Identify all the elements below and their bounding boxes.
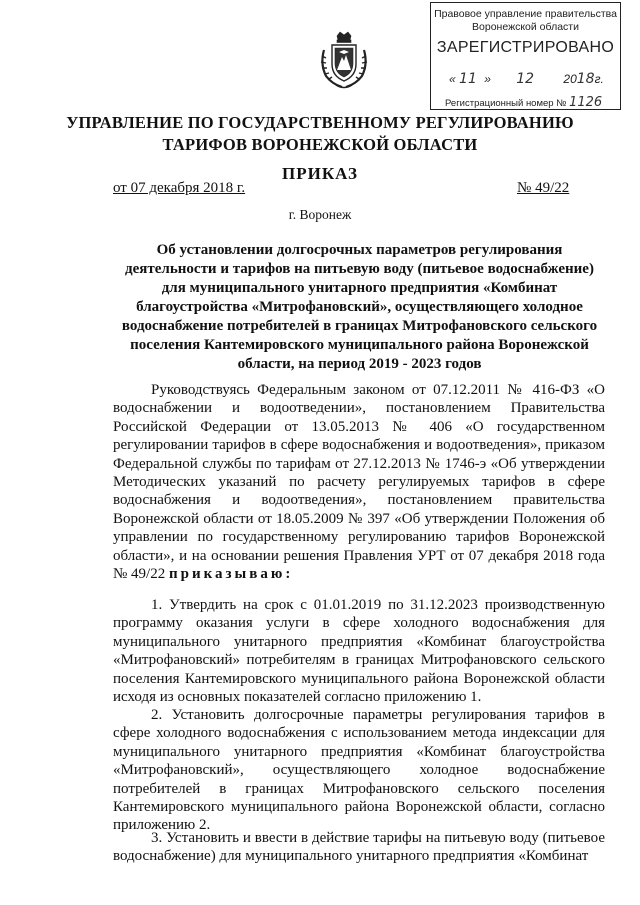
stamp-date: « 11 » 12 2018г. — [449, 71, 604, 87]
stamp-status: ЗАРЕГИСТРИРОВАНО — [436, 39, 615, 56]
order-number: № 49/22 — [517, 180, 570, 196]
preamble-paragraph: Руководствуясь Федеральным законом от 07.12.2011 № 416-ФЗ «О водоснабжении и водоотведении», постановлением Правительства Российской Федерации от 13.05.2013 № 406 «О государственном регулировании тарифов в сфере водоснабжения и водоотведения», приказом Федеральной службы по тарифам от 27.12.2013 № 1746-э «Об утверждении Методических указаний по расчету регулируемых тарифов в сфере водоснабжения и водоотведения», постановлением правительства Воронежской области от 18.05.2009 № 397 «Об утверждении Положения об управлении по государственному регулированию тарифов Воронежской области», и на основании решения Правления УРТ от 07 декабря 2018 года № 49/22 приказываю: — [113, 382, 605, 583]
city: г. Воронеж — [288, 207, 352, 222]
stamp-reg-number: Регистрационный номер № 1126 — [445, 95, 603, 110]
order-word: приказываю: — [168, 566, 294, 583]
item-2-paragraph: 2. Установить долгосрочные параметры регулирования тарифов в сфере холодного водоснабжения с использованием метода индексации для муниципального унитарного предприятия «Комбинат благоустройства «Митрофановский», осуществляющего холодное водоснабжение потребителей в границах Митрофановского сельского поселения Кантемировского муниципального района Воронежской области, согласно приложению 2. — [113, 707, 605, 834]
agency-name: УПРАВЛЕНИЕ ПО ГОСУДАРСТВЕННОМУ РЕГУЛИРОВАНИЮ ТАРИФОВ ВОРОНЕЖСКОЙ ОБЛАСТИ — [66, 113, 574, 154]
document-type: ПРИКАЗ — [282, 164, 358, 183]
order-subject: Об установлении долгосрочных параметров регулирования деятельности и тарифов на питьевую воду (питьевое водоснабжение) для муниципального унитарного предприятия «Комбинат благоустройства «Митрофановский», осуществляющего холодное водоснабжение потребителей в границах Митрофановского сельского поселения Кантемировского муниципального района Воронежской области, на период 2019 - 2023 годов — [121, 242, 598, 372]
order-date: от 07 декабря 2018 г. — [113, 180, 246, 196]
item-3-paragraph: 3. Установить и ввести в действие тарифы на питьевую воду (питьевое водоснабжение) для муниципального унитарного предприятия «Комбинат — [113, 830, 605, 865]
registration-stamp — [430, 2, 621, 110]
coat-of-arms-icon — [318, 30, 370, 92]
item-1-paragraph: 1. Утвердить на срок с 01.01.2019 по 31.12.2023 производственную программу оказания услуги в сфере холодного водоснабжения для муниципального унитарного предприятия «Комбинат благоустройства «Митрофановский» потребителям в границах Митрофановского сельского поселения Кантемировского муниципального района Воронежской области исходя из основных показателей согласно приложению 1. — [113, 597, 605, 706]
stamp-issuer: Правовое управление правительства Воронежской области — [434, 8, 617, 33]
